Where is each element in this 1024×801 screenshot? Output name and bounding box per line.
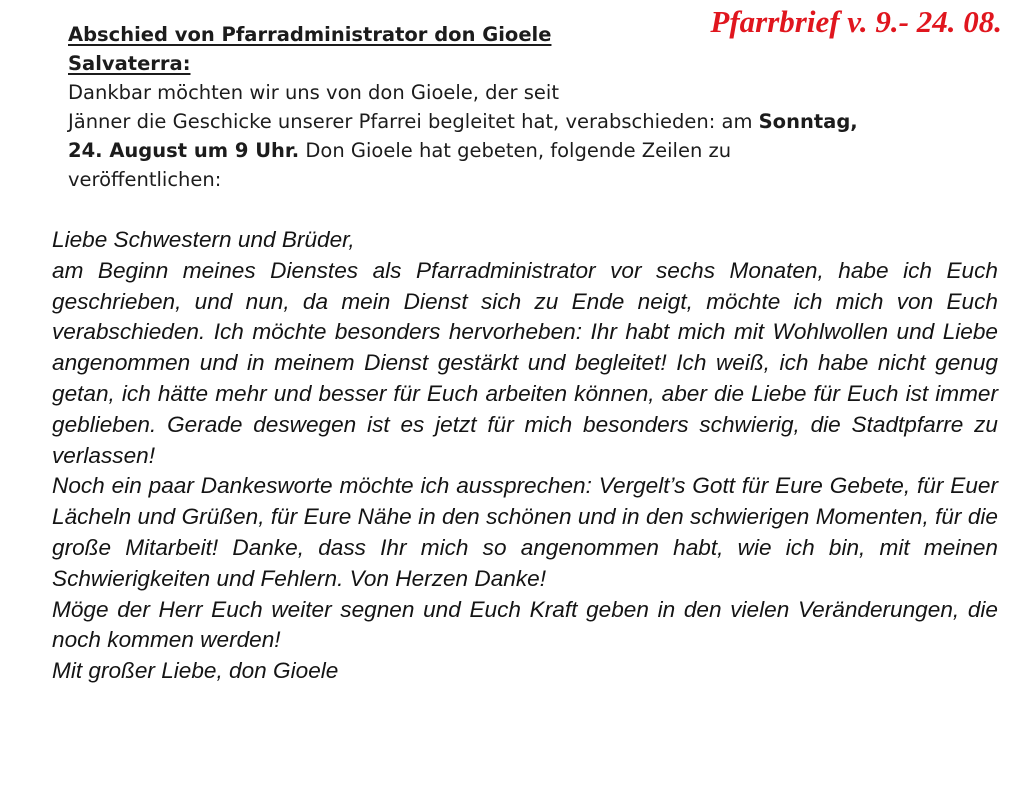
farewell-letter — [52, 225, 998, 687]
intro-line-4: veröffentlichen: — [68, 168, 222, 191]
intro-date-time: 24. August um 9 Uhr. — [68, 139, 300, 162]
article-intro — [68, 20, 998, 194]
letter-paragraph-1: am Beginn meines Dienstes als Pfarradministrator vor sechs Monaten, habe ich Euch geschrieben, und nun, da mein Dienst sich zu Ende neigt, möchte ich mich von Euch verabschieden. Ich möchte besonders hervorheben: Ihr habt mich mit Wohlwollen und Liebe angenommen und in meinem Dienst gestärkt und begleitet! Ich weiß, ich habe nicht genug getan, ich hätte mehr und besser für Euch arbeiten können, aber die Liebe für Euch ist immer geblieben. Gerade deswegen ist es jetzt für mich besonders schwierig, die Stadtpfarre zu verlassen! — [52, 257, 998, 468]
intro-line-1: Dankbar möchten wir uns von don Gioele, der seit — [68, 81, 559, 104]
intro-date-weekday: Sonntag, — [758, 110, 858, 133]
letter-closing: Mit großer Liebe, don Gioele — [52, 658, 339, 684]
letter-paragraph-2: Noch ein paar Dankesworte möchte ich aussprechen: Vergelt’s Gott für Eure Gebete, für Euer Lächeln und Grüßen, für Eure Nähe in den schönen und in den schwierigen Momenten, für die große Mitarbeit! Danke, dass Ihr mich so angenommen habt, wie ich bin, mit meinen Schwierigkeiten und Fehlern. Von Herzen Danke! — [52, 473, 998, 591]
pfarrbrief-date-stamp: Pfarrbrief v. 9.- 24. 08. — [710, 4, 1002, 39]
article-heading-line-1: Abschied von Pfarradministrator don Gioele — [68, 23, 552, 46]
intro-line-2-text: Jänner die Geschicke unserer Pfarrei begleitet hat, verabschieden: am — [68, 110, 759, 133]
letter-paragraph-3: Möge der Herr Euch weiter segnen und Euch Kraft geben in den vielen Veränderungen, die noch kommen werden! — [52, 596, 998, 653]
intro-line-2 — [68, 107, 998, 136]
article-heading-line-2: Salvaterra: — [68, 52, 191, 75]
letter-salutation: Liebe Schwestern und Brüder, — [52, 227, 355, 252]
intro-line-3 — [68, 136, 998, 165]
intro-line-3-text: Don Gioele hat gebeten, folgende Zeilen zu — [299, 139, 732, 162]
